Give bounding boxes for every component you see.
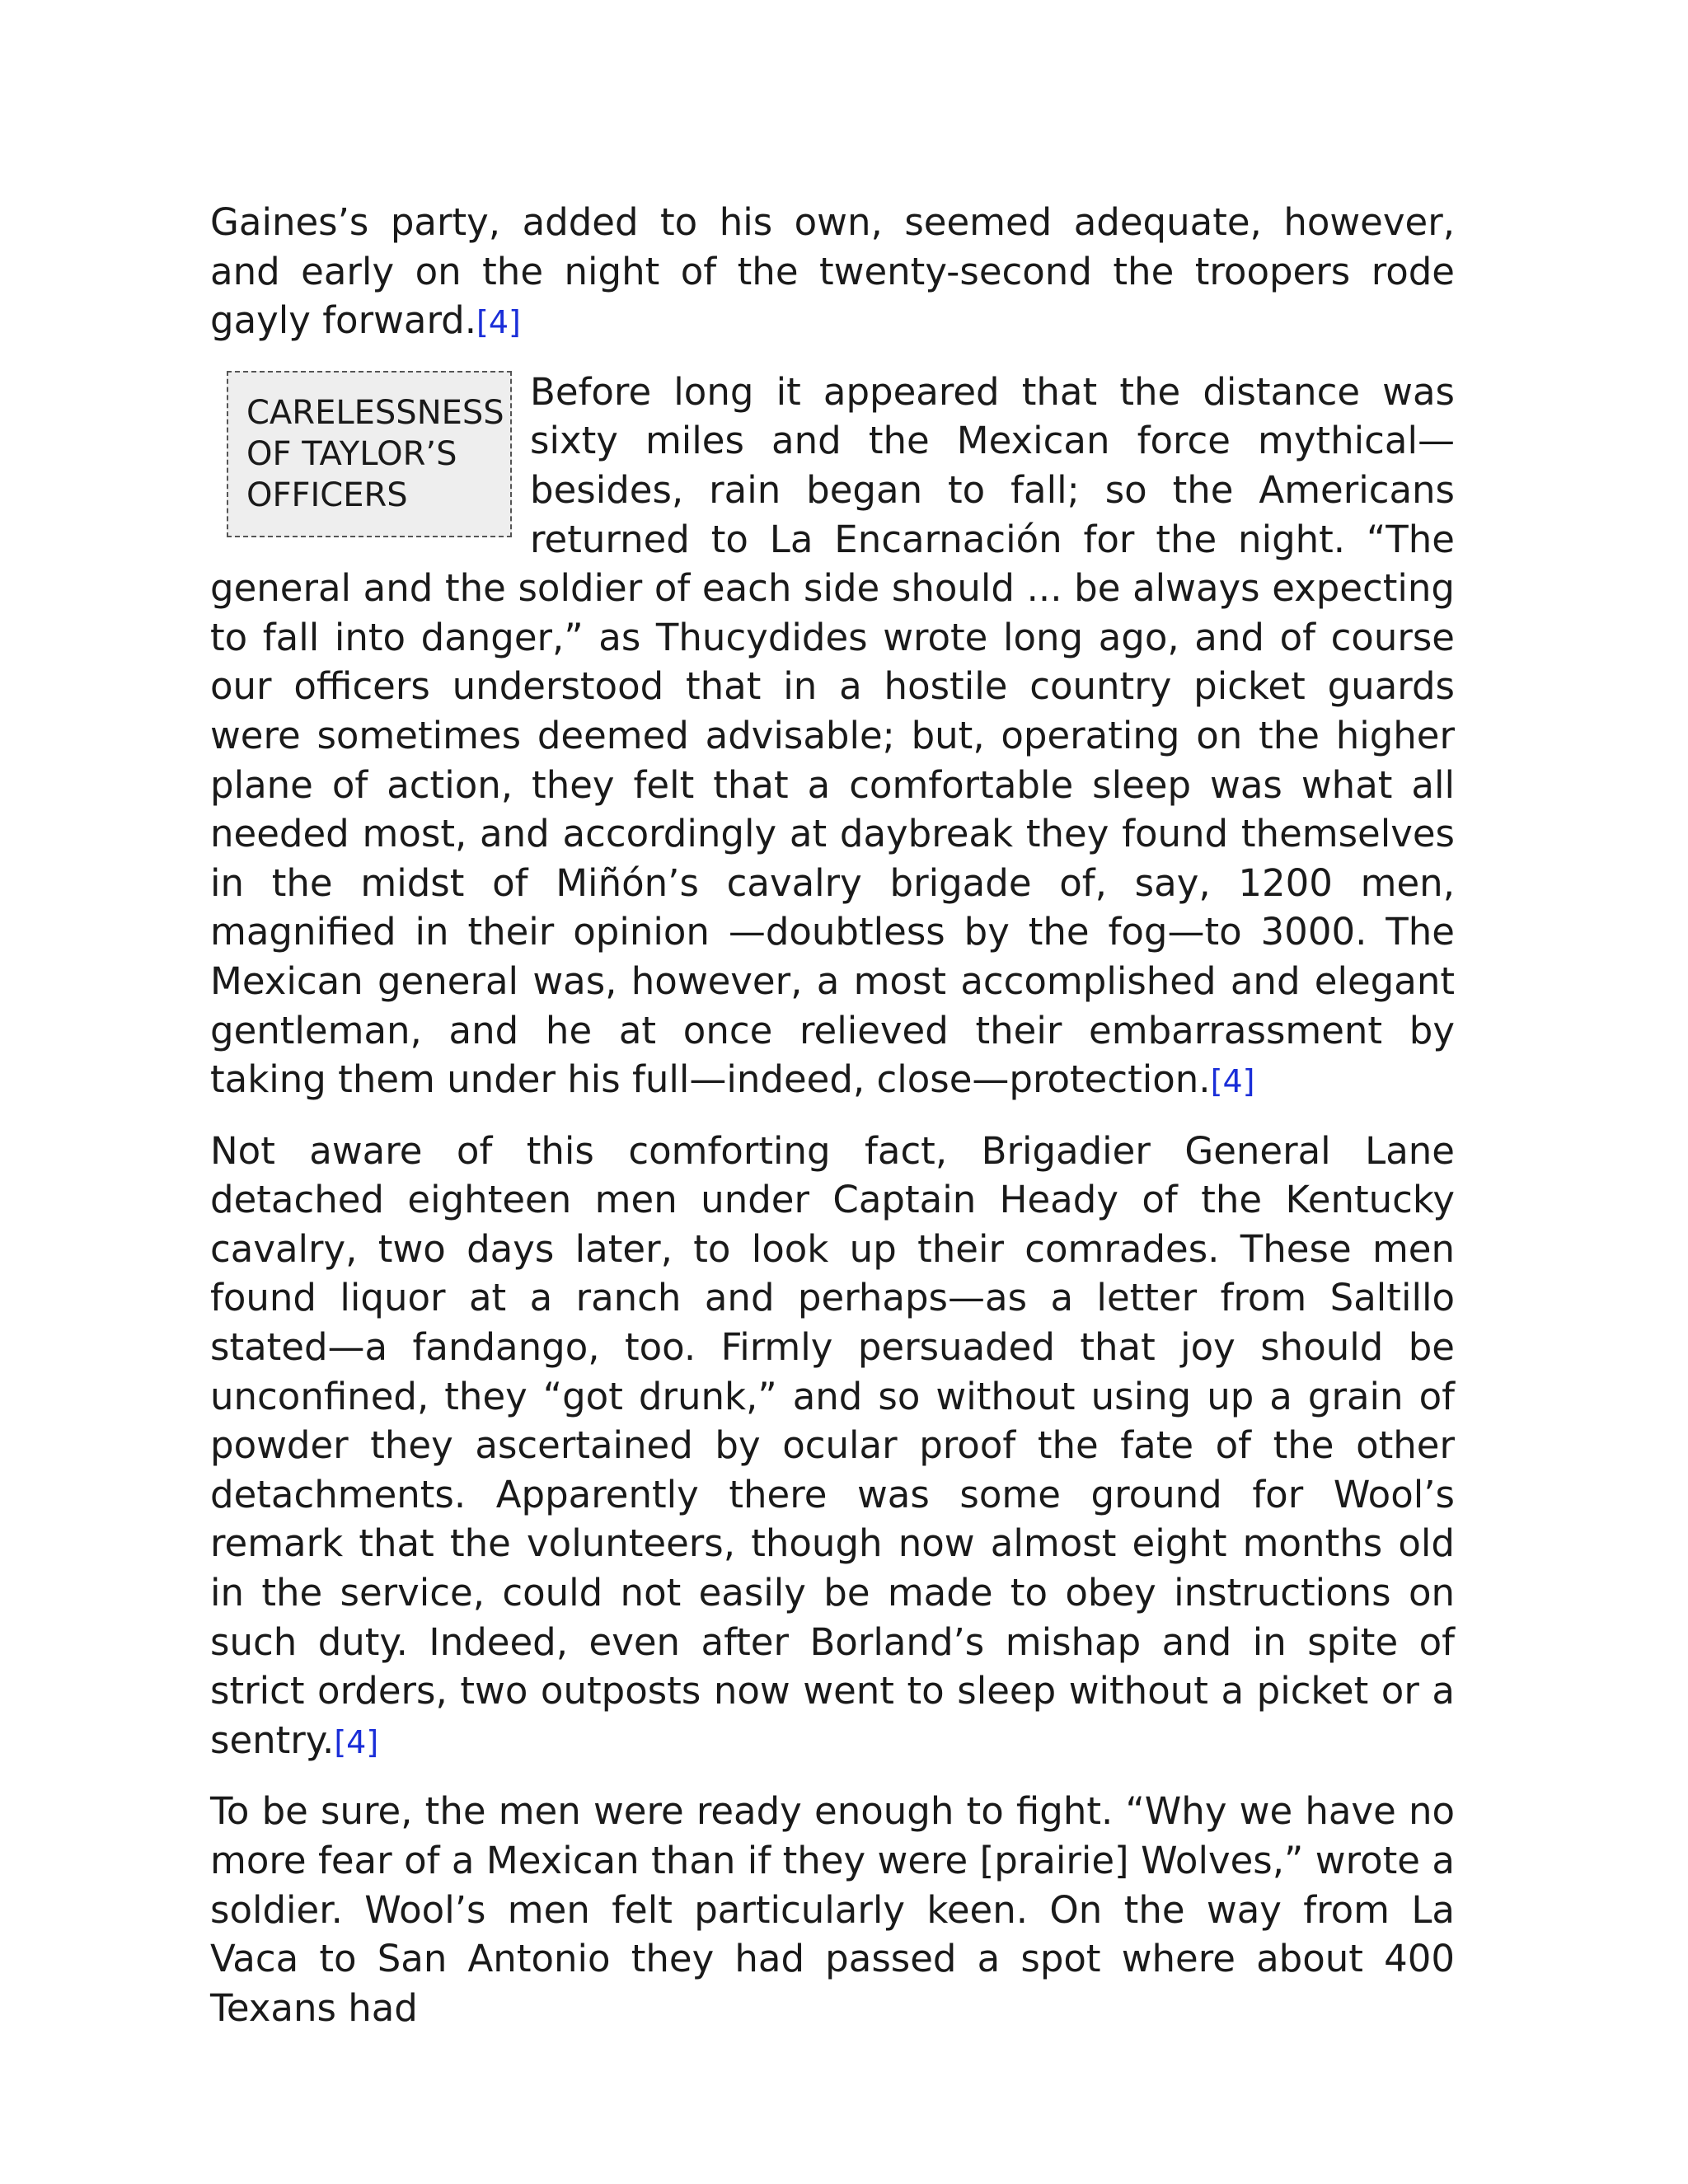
sidenote-line-2: OF TAYLOR’S [246,434,457,473]
paragraph-3-text: Not aware of this comforting fact, Brigadier General Lane detached eighteen men under Captain Heady of the Kentucky cavalry, two days later, to look up their comrades. These men found liquor at a ranch and perhaps—as a letter from Saltillo stated—a fandango, too. Firmly persuaded that joy should be unconfined, they “got drunk,” and so without using up a grain of powder they ascertained by ocular proof the fate of the other detachments. Apparently there was some ground for Wool’s remark that the volunteers, though now almost eight months old in the service, could not easily be made to obey instructions on such duty. Indeed, even after Borland’s mishap and in spite of strict orders, two outposts now went to sleep without a picket or a sentry. [210,1128,1455,1762]
sidenote-line-3: OFFICERS [246,476,408,514]
paragraph-2-text: Before long it appeared that the distance was sixty miles and the Mexican force mythical—besides, rain began to fall; so the Americans returned to La Encarnación for the night. “The general and the soldier of each side should ... be always expecting to fall into danger,” as Thucydides wrote long ago, and of course our officers understood that in a hostile country picket guards were sometimes deemed advisable; but, operating on the higher plane of action, they felt that a comfortable sleep was what all needed most, and accordingly at daybreak they found themselves in the midst of Miñón’s cavalry brigade of, say, 1200 men, magnified in their opinion —doubtless by the fog—to 3000. The Mexican general was, however, a most accomplished and elegant gentleman, and he at once relieved their embarrassment by taking them under his full—indeed, close—protection. [210,369,1455,1102]
document-page [210,198,1455,2052]
sidenote-box [227,371,512,537]
footnote-link-1[interactable]: [4] [476,304,521,341]
paragraph-4-text: To be sure, the men were ready enough to fight. “Why we have no more fear of a Mexican than if they were [prairie] Wolves,” wrote a soldier. Wool’s men felt particularly keen. On the way from La Vaca to San Antonio they had passed a spot where about 400 Texans had [210,1789,1455,2030]
paragraph-4 [210,1787,1455,2032]
footnote-link-3[interactable]: [4] [334,1723,379,1760]
paragraph-3 [210,1127,1455,1768]
sidenote-line-1: CARELESSNESS [246,393,504,432]
paragraph-1-text: Gaines’s party, added to his own, seemed adequate, however, and early on the night of the twenty-second the troopers rode gayly forward. [210,200,1455,343]
footnote-link-2[interactable]: [4] [1210,1063,1255,1100]
paragraph-1 [210,198,1455,348]
